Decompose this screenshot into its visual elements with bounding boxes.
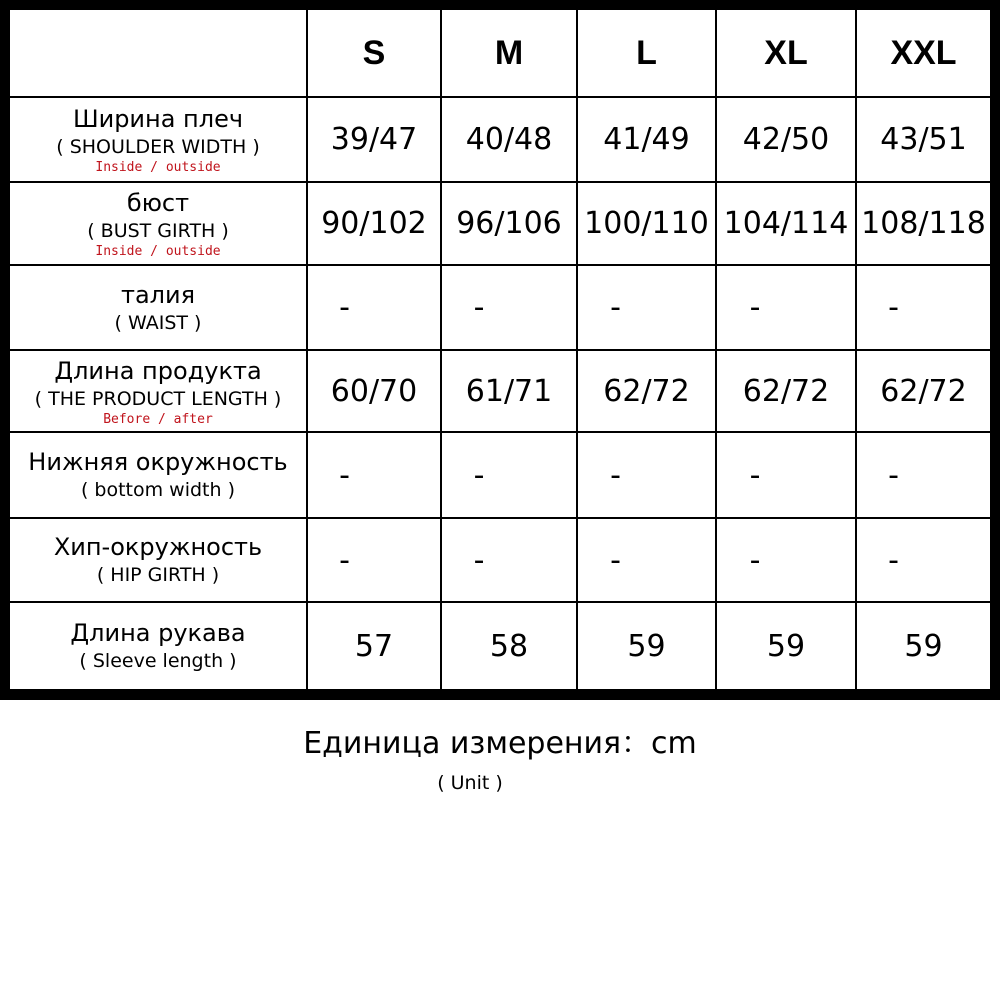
value-cell: [857, 433, 990, 517]
value-cell: [857, 98, 990, 181]
measure-value: -: [888, 290, 899, 325]
measure-value: 104/114: [723, 206, 849, 241]
measure-name-russian: Хип-окружность: [53, 533, 263, 561]
value-cell: [308, 433, 440, 517]
measure-value: -: [749, 457, 761, 493]
unit-label-english: ( Unit ): [437, 772, 503, 794]
value-cell: [578, 266, 715, 349]
measure-value: 58: [489, 628, 529, 664]
value-cell: [308, 266, 440, 349]
measure-value: 59: [904, 628, 943, 664]
measure-value: -: [339, 542, 350, 578]
measure-name-russian: Ширина плеч: [72, 105, 244, 133]
value-cell: [717, 519, 855, 601]
value-cell: [578, 433, 715, 517]
value-cell: [442, 519, 576, 601]
size-header-s: [308, 10, 440, 96]
measure-name-russian: Длина рукава: [70, 619, 246, 647]
corner-cell: [10, 10, 306, 96]
measure-name-english: ( WAIST ): [114, 311, 202, 334]
measure-value: -: [473, 290, 485, 325]
measure-label-cell: [10, 351, 306, 431]
value-cell: [578, 98, 715, 181]
measure-value: 59: [627, 628, 666, 664]
measure-label-cell: [10, 266, 306, 349]
size-header-xl: [717, 10, 855, 96]
measure-value: -: [610, 542, 621, 578]
size-label: L: [636, 33, 657, 72]
value-cell: [442, 433, 576, 517]
measure-value: -: [339, 290, 350, 325]
measure-value: 90/102: [321, 206, 427, 241]
value-cell: [717, 351, 855, 431]
value-cell: [308, 351, 440, 431]
measure-label-cell: [10, 603, 306, 689]
measure-value: 41/49: [603, 122, 690, 157]
measure-value: 61/71: [465, 373, 553, 409]
measure-name-english: ( THE PRODUCT LENGTH ): [34, 387, 282, 410]
measure-value: -: [610, 457, 621, 493]
measure-value: -: [339, 457, 350, 493]
measure-value: 108/118: [861, 206, 986, 241]
measure-name-russian: Длина продукта: [54, 356, 262, 385]
measure-value: 62/72: [603, 373, 690, 409]
value-cell: [578, 519, 715, 601]
value-cell: [857, 266, 990, 349]
measure-label-cell: [10, 183, 306, 264]
value-cell: [717, 98, 855, 181]
measure-value: 62/72: [742, 373, 830, 409]
measure-value: 57: [354, 628, 394, 664]
measure-label-cell: [10, 519, 306, 601]
measure-value: 96/106: [456, 206, 562, 241]
size-label: S: [362, 33, 386, 72]
unit-label: Единица измерения：cm: [303, 726, 697, 761]
size-label: XXL: [890, 33, 957, 72]
measure-value: -: [749, 290, 761, 325]
size-header-l: [578, 10, 715, 96]
measure-name-english: ( Sleeve length ): [79, 650, 237, 672]
measure-value: 43/51: [880, 122, 967, 157]
size-header-xxl: [857, 10, 990, 96]
value-cell: [308, 98, 440, 181]
value-cell: [308, 519, 440, 601]
measure-name-english: ( HIP GIRTH ): [96, 564, 220, 586]
measure-name-russian: бюст: [126, 189, 190, 217]
measure-value: 42/50: [742, 122, 830, 157]
measure-value: 62/72: [880, 373, 967, 409]
value-cell: [578, 603, 715, 689]
value-cell: [578, 183, 715, 264]
measure-note: Inside / outside: [95, 160, 221, 175]
measure-value: -: [473, 457, 485, 493]
measure-label-cell: [10, 433, 306, 517]
measure-name-russian: Нижняя окружность: [28, 448, 288, 476]
measure-value: 40/48: [465, 122, 553, 157]
value-cell: [717, 433, 855, 517]
value-cell: [717, 183, 855, 264]
measure-value: 39/47: [330, 122, 418, 157]
measure-value: -: [888, 457, 899, 493]
measure-name-english: ( SHOULDER WIDTH ): [56, 136, 260, 158]
value-cell: [442, 183, 576, 264]
measure-label-cell: [10, 98, 306, 181]
measure-value: -: [888, 542, 899, 578]
size-label: XL: [764, 33, 808, 72]
measure-value: -: [749, 542, 761, 578]
measure-value: -: [473, 542, 485, 578]
measure-value: -: [610, 290, 621, 325]
value-cell: [717, 266, 855, 349]
measure-value: 59: [766, 628, 806, 664]
size-header-m: [442, 10, 576, 96]
measure-name-russian: талия: [120, 280, 196, 309]
measure-name-english: ( BUST GIRTH ): [87, 220, 229, 242]
value-cell: [857, 351, 990, 431]
value-cell: [578, 351, 715, 431]
measure-name-english: ( bottom width ): [80, 479, 236, 501]
value-cell: [442, 351, 576, 431]
measure-note: Before / after: [103, 411, 213, 427]
size-label: M: [494, 33, 524, 72]
value-cell: [857, 519, 990, 601]
value-cell: [308, 183, 440, 264]
value-cell: [857, 603, 990, 689]
measure-note: Inside / outside: [95, 244, 221, 259]
value-cell: [857, 183, 990, 264]
value-cell: [442, 603, 576, 689]
measure-value: 60/70: [330, 373, 418, 409]
value-cell: [442, 98, 576, 181]
value-cell: [308, 603, 440, 689]
value-cell: [442, 266, 576, 349]
measure-value: 100/110: [584, 206, 709, 241]
value-cell: [717, 603, 855, 689]
